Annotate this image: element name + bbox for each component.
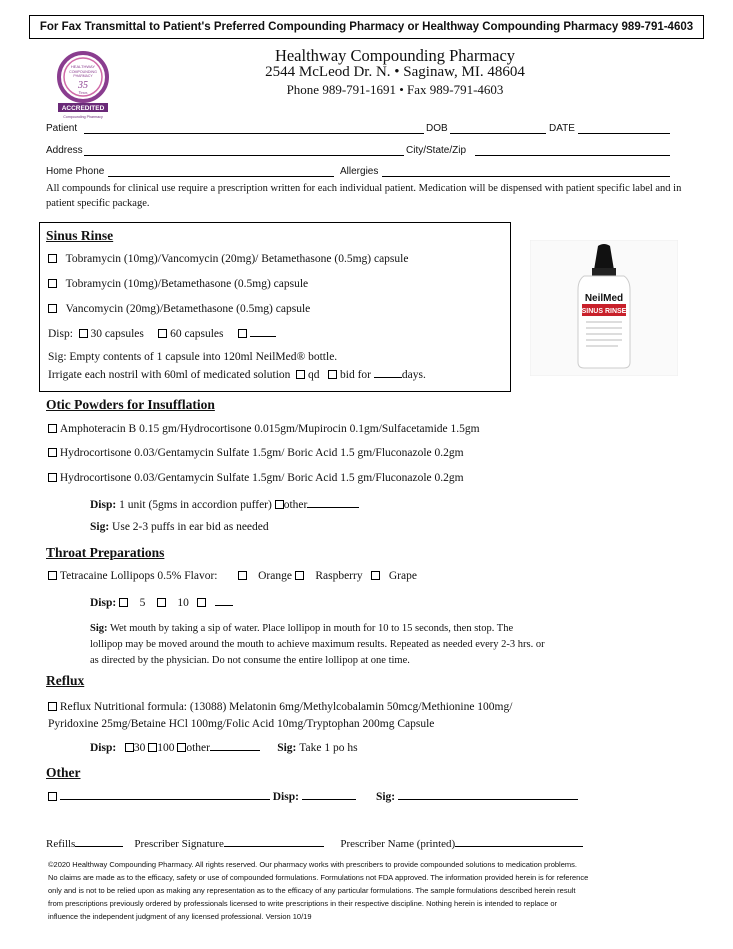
checkbox[interactable] — [48, 279, 57, 288]
disp-100-checkbox[interactable] — [148, 743, 157, 752]
pharmacy-logo — [50, 50, 116, 120]
city-label: City/State/Zip — [406, 145, 467, 156]
allergies-label: Allergies — [340, 166, 379, 177]
throat-checkbox[interactable] — [48, 571, 57, 580]
pharmacy-header — [200, 47, 590, 98]
fax-header-text: For Fax Transmittal to Patient's Preferred Compounding Pharmacy or Healthway Compounding Pharmacy 989-791-4603 — [39, 21, 694, 33]
checkbox[interactable] — [48, 424, 57, 433]
other-formula-line[interactable] — [60, 790, 270, 800]
home-phone-label: Home Phone — [46, 166, 105, 177]
qd-checkbox[interactable] — [296, 370, 305, 379]
pharmacy-address: 2544 McLeod Dr. N. • Saginaw, MI. 48604 — [265, 64, 525, 80]
checkbox[interactable] — [48, 473, 57, 482]
raspberry-checkbox[interactable] — [295, 571, 304, 580]
footer-disclaimer: ©2020 Healthway Compounding Pharmacy. All rights reserved. Our pharmacy works with prescribers to provide compounded solutions to medication problems. No claims are made as to the efficacy, safety or use of compounded formulations. Formulations not FDA approved. The information provided herein is for reference only and is not to be relied upon as making any representation as to the efficacy of any particular formulations. The sample formulations described herein result from prescriptions previously ordered by professionals licensed to write prescriptions in their respective discipline. Nothing herein is intended to replace or influence the independent judgment of any licensed professional. Version 10/19 — [48, 860, 589, 921]
sinus-disp-row: Disp: 30 capsules 60 capsules — [48, 327, 276, 340]
svg-text:Years: Years — [78, 90, 88, 95]
grape-checkbox[interactable] — [371, 571, 380, 580]
svg-text:NeilMed: NeilMed — [584, 293, 624, 304]
patient-label: Patient — [46, 123, 78, 134]
prescriber-name-line[interactable] — [455, 837, 583, 847]
disp-5-checkbox[interactable] — [119, 598, 128, 607]
pharmacy-name: Healthway Compounding Pharmacy — [274, 46, 516, 65]
disp-other-checkbox[interactable] — [238, 329, 247, 338]
otic-item-2[interactable]: Hydrocortisone 0.03/Gentamycin Sulfate 1.5gm/ Boric Acid 1.5 gm/Fluconazole 0.2gm — [48, 447, 464, 459]
fax-header — [29, 15, 704, 39]
patient-input-line[interactable] — [84, 133, 424, 134]
date-input-line[interactable] — [578, 133, 670, 134]
otic-sig-row: Sig: Use 2-3 puffs in ear bid as needed — [90, 521, 269, 533]
checkbox[interactable] — [48, 254, 57, 263]
otic-other-line[interactable] — [307, 498, 359, 508]
svg-text:PHARMACY: PHARMACY — [73, 74, 93, 78]
other-disp-line[interactable] — [302, 790, 356, 800]
sinus-rinse-title: Sinus Rinse — [46, 228, 114, 243]
pharmacy-phone: Phone 989-791-1691 • Fax 989-791-4603 — [286, 82, 504, 97]
city-input-line[interactable] — [475, 155, 670, 156]
other-sig-line[interactable] — [398, 790, 578, 800]
disp-other-line[interactable] — [250, 327, 276, 337]
throat-other-line[interactable] — [215, 596, 233, 606]
disp-other-checkbox[interactable] — [177, 743, 186, 752]
signature-row: Refills Prescriber Signature Prescriber Name (printed) — [46, 837, 583, 850]
reflux-disp-row: Disp: 30 100 other Sig: Take 1 po hs — [90, 742, 358, 754]
allergies-input-line[interactable] — [382, 176, 670, 177]
otic-item-3[interactable]: Hydrocortisone 0.03/Gentamycin Sulfate 1.5gm/ Boric Acid 1.5 gm/Fluconazole 0.2gm — [48, 472, 464, 484]
address-label: Address — [46, 145, 83, 156]
other-title: Other — [46, 765, 81, 780]
svg-text:HEALTHWAY: HEALTHWAY — [70, 64, 96, 69]
svg-text:COMPOUNDING: COMPOUNDING — [69, 70, 97, 74]
dob-input-line[interactable] — [450, 133, 546, 134]
sinus-item-2[interactable]: Tobramycin (10mg)/Betamethasone (0.5mg) capsule — [48, 278, 308, 290]
checkbox[interactable] — [48, 448, 57, 457]
disp-60-checkbox[interactable] — [158, 329, 167, 338]
other-row: Disp: Sig: — [48, 790, 578, 803]
disp-10-checkbox[interactable] — [157, 598, 166, 607]
reflux-item[interactable]: Reflux Nutritional formula: (13088) Melatonin 6mg/Methylcobalamin 50mcg/Methionine 100mg/ Pyridoxine 25mg/Betaine HCl 100mg/Folic Acid 10mg/Tryptophan 200mg Capsule — [48, 701, 513, 730]
svg-text:SINUS RINSE: SINUS RINSE — [581, 308, 627, 315]
refills-line[interactable] — [75, 837, 123, 847]
disp-30-checkbox[interactable] — [79, 329, 88, 338]
checkbox[interactable] — [48, 304, 57, 313]
svg-text:Compounding Pharmacy: Compounding Pharmacy — [63, 115, 103, 119]
disp-30-checkbox[interactable] — [125, 743, 134, 752]
neilmed-bottle-image — [530, 240, 678, 376]
throat-disp-row: Disp: 5 10 — [90, 596, 233, 609]
other-checkbox[interactable] — [48, 792, 57, 801]
sinus-item-1[interactable]: Tobramycin (10mg)/Vancomycin (20mg)/ Betamethasone (0.5mg) capsule — [48, 253, 408, 265]
throat-item: Tetracaine Lollipops 0.5% Flavor: Orange Raspberry Grape — [48, 570, 417, 582]
otic-disp-row: Disp: 1 unit (5gms in accordion puffer) other — [90, 498, 359, 511]
prescriber-signature-line[interactable] — [224, 837, 324, 847]
otic-item-1[interactable]: Amphoteracin B 0.15 gm/Hydrocortisone 0.015gm/Mupirocin 0.1gm/Sulfacetamide 1.5gm — [48, 423, 480, 435]
svg-text:35: 35 — [78, 80, 88, 91]
reflux-title: Reflux — [46, 673, 85, 688]
sinus-item-3[interactable]: Vancomycin (20mg)/Betamethasone (0.5mg) capsule — [48, 303, 310, 315]
home-phone-input-line[interactable] — [108, 176, 334, 177]
reflux-other-line[interactable] — [210, 741, 260, 751]
throat-sig: Sig: Wet mouth by taking a sip of water. Place lollipop in mouth for 10 to 15 seconds, then stop. The lollipop may be moved around the mouth to achieve maximum results. Repeated as needed every 2-3 hrs. or as directed by the physician. Do not consume the entire lollipop at one time. — [90, 623, 545, 666]
prescription-note: All compounds for clinical use require a prescription written for each individual patient. Medication will be dispensed with patient specific label and in patient specific package. — [46, 183, 682, 209]
disp-other-checkbox[interactable] — [197, 598, 206, 607]
sinus-sig-1: Sig: Empty contents of 1 capsule into 120ml NeilMed® bottle. — [48, 351, 338, 363]
date-label: DATE — [549, 123, 575, 134]
bottle-icon — [530, 240, 678, 376]
reflux-checkbox[interactable] — [48, 702, 57, 711]
days-line[interactable] — [374, 368, 402, 378]
otic-title: Otic Powders for Insufflation — [46, 397, 215, 412]
throat-title: Throat Preparations — [46, 545, 165, 560]
address-input-line[interactable] — [84, 155, 404, 156]
orange-checkbox[interactable] — [238, 571, 247, 580]
svg-text:ACCREDITED: ACCREDITED — [61, 105, 105, 112]
dob-label: DOB — [426, 123, 448, 134]
logo-icon — [50, 50, 116, 120]
sinus-sig-2: Irrigate each nostril with 60ml of medicated solution qd bid for days. — [48, 369, 426, 381]
bid-checkbox[interactable] — [328, 370, 337, 379]
otic-other-checkbox[interactable] — [275, 500, 284, 509]
